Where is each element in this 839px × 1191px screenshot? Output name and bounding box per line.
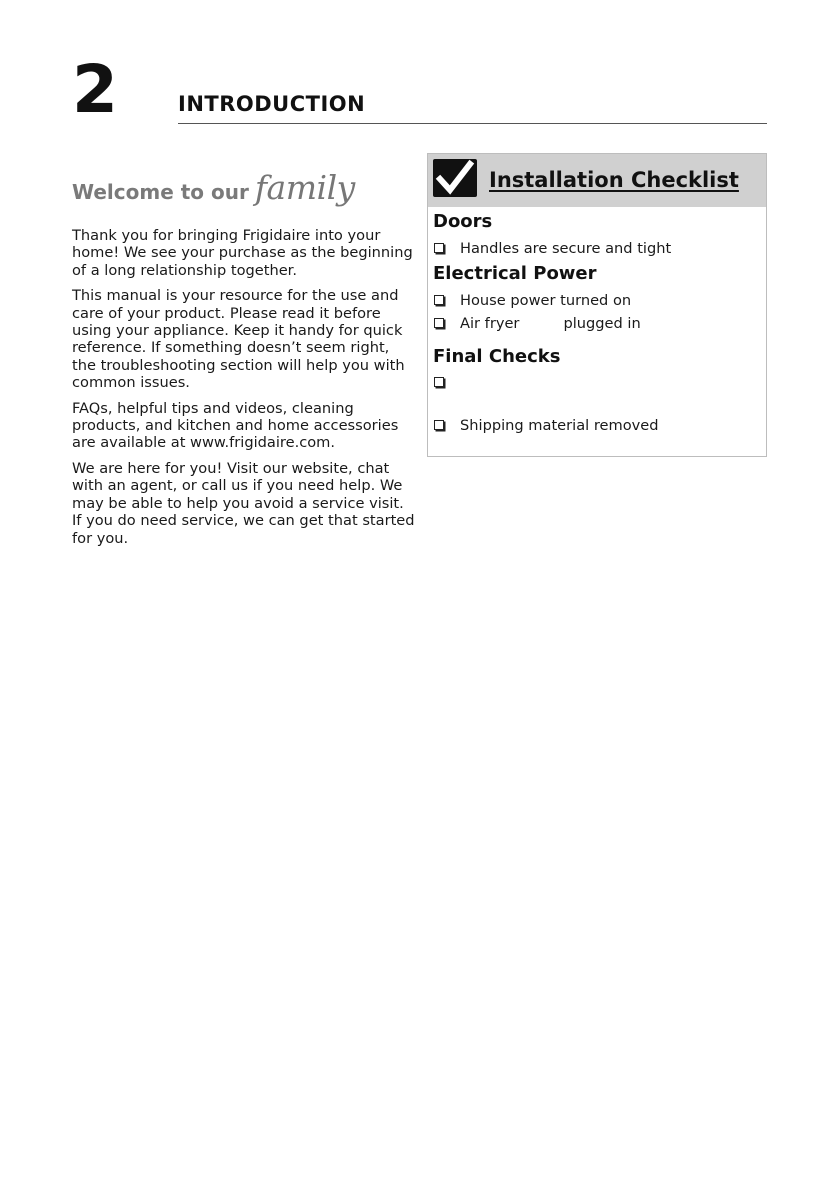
intro-paragraph: FAQs, helpful tips and videos, cleaning products, and kitchen and home accessories are available at www.frigidaire.com.: [72, 399, 399, 452]
checklist-group-doors: Doors: [433, 211, 493, 232]
checklist-item-label: House power turned on: [460, 291, 632, 309]
welcome-heading: [72, 168, 355, 212]
checklist-group-electrical-power: Electrical Power: [433, 263, 597, 284]
checklist-item: [434, 238, 671, 258]
checklist-item: [434, 290, 631, 310]
checkbox-icon[interactable]: [434, 420, 444, 430]
checkbox-icon[interactable]: [434, 377, 444, 387]
checkbox-icon[interactable]: [434, 243, 444, 253]
checklist-item-label: Shipping material removed: [460, 416, 659, 434]
intro-paragraph: Thank you for bringing Frigidaire into your home! We see your purchase as the beginning of a long relationship together.: [72, 227, 413, 279]
checklist-item-label: Handles are secure and tight: [460, 239, 672, 257]
checklist-group-final-checks: Final Checks: [433, 346, 561, 367]
intro-paragraph: We are here for you! Visit our website, chat with an agent, or call us if you need help. We may be able to help you avoid a service visit. If you do need service, we can get that started for you.: [72, 459, 415, 547]
checklist-item-label: Air fryer: [460, 314, 520, 332]
welcome-script-word: family: [254, 168, 355, 207]
checklist-item: [434, 313, 641, 333]
checklist-item: [434, 415, 659, 435]
installation-checklist: [427, 153, 767, 457]
checklist-item-label: plugged in: [563, 314, 641, 332]
section-divider: [178, 123, 767, 124]
page-number: 2: [72, 51, 118, 128]
intro-paragraph: This manual is your resource for the use and care of your product. Please read it before using your appliance. Keep it handy for quick reference. If something doesn’t seem right, the troubleshooting section will help you with common issues.: [72, 287, 405, 392]
intro-text: [72, 227, 417, 555]
checklist-header: [428, 154, 766, 207]
checklist-item: [434, 372, 460, 392]
welcome-lead: Welcome to our: [72, 180, 249, 204]
checklist-title: Installation Checklist: [489, 168, 739, 192]
section-title: INTRODUCTION: [178, 92, 366, 116]
checkbox-icon[interactable]: [434, 318, 444, 328]
checkbox-icon[interactable]: [434, 295, 444, 305]
checkmark-icon: [433, 159, 477, 197]
